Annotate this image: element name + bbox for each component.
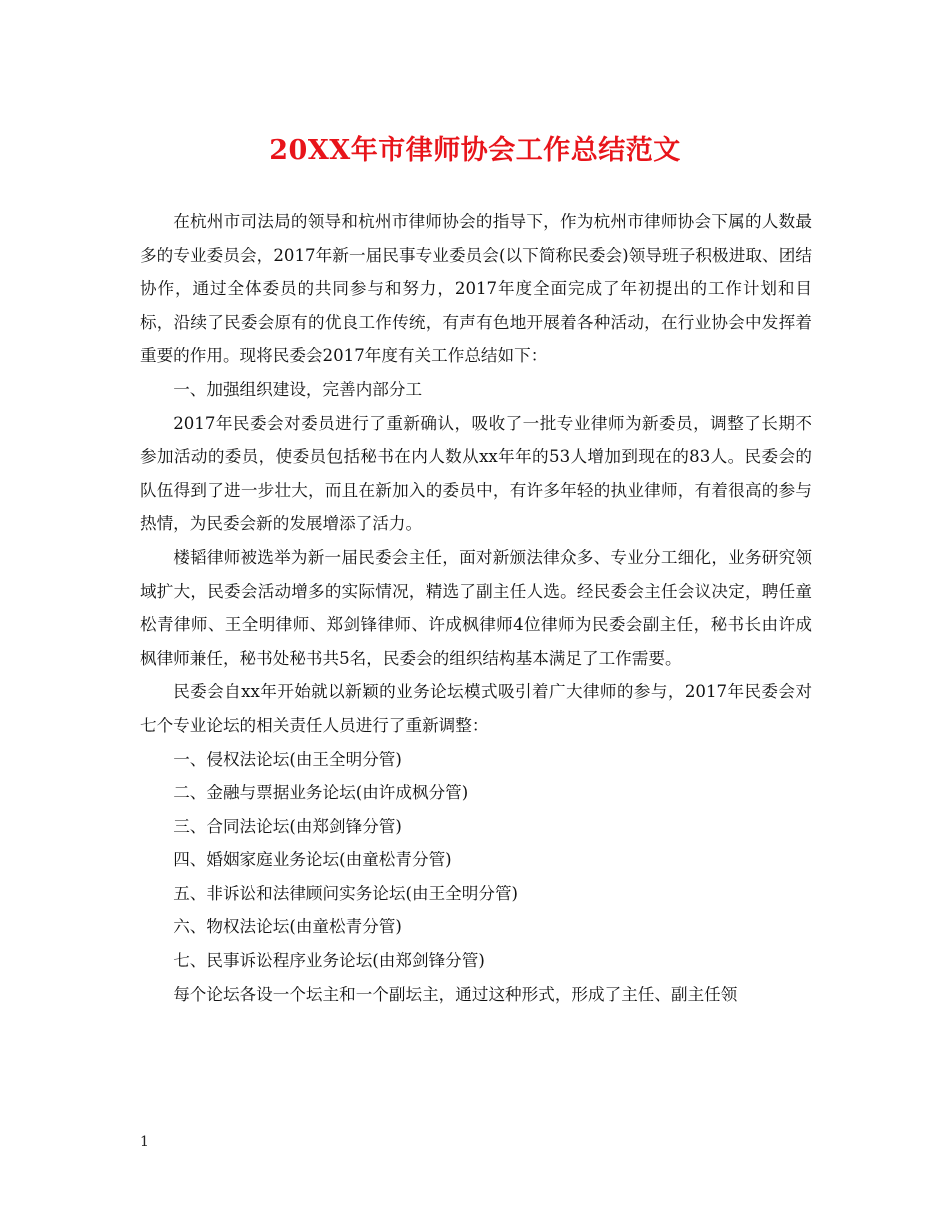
intro-paragraph: 在杭州市司法局的领导和杭州市律师协会的指导下，作为杭州市律师协会下属的人数最多的专业委员会，2017年新一届民事专业委员会(以下简称民委会)领导班子积极进取、团结协作，通过全体委员的共同参与和努力，2017年度全面完成了年初提出的工作计划和目标，沿续了民委会原有的优良工作传统，有声有色地开展着各种活动，在行业协会中发挥着重要的作用。现将民委会2017年度有关工作总结如下： (140, 212, 812, 366)
page-title: 20XX年市律师协会工作总结范文 (269, 135, 681, 166)
forum-list-item: 一、侵权法论坛(由王全明分管) (173, 749, 402, 769)
forum-list-item: 五、非诉讼和法律顾问实务论坛(由王全明分管) (173, 883, 519, 903)
forum-list-item: 七、民事诉讼程序业务论坛(由郑剑锋分管) (173, 951, 485, 971)
leadership-paragraph: 楼韬律师被选举为新一届民委会主任，面对新颁法律众多、专业分工细化，业务研究领域扩大，民委会活动增多的实际情况，精选了副主任人选。经民委会主任会议决定，聘任童松青律师、王全明律师、郑剑锋律师、许成枫律师4位律师为民委会副主任，秘书长由许成枫律师兼任，秘书处秘书共5名，民委会的组织结构基本满足了工作需要。 (140, 547, 812, 668)
forum-list-item: 六、物权法论坛(由童松青分管) (173, 917, 402, 937)
forum-list-item: 三、合同法论坛(由郑剑锋分管) (173, 816, 402, 836)
members-paragraph: 2017年民委会对委员进行了重新确认，吸收了一批专业律师为新委员，调整了长期不参加活动的委员，使委员包括秘书在内人数从xx年年的53人增加到现在的83人。民委会的队伍得到了进一步壮大，而且在新加入的委员中，有许多年轻的执业律师，有着很高的参与热情，为民委会新的发展增添了活力。 (140, 413, 812, 534)
section-heading: 一、加强组织建设，完善内部分工 (173, 379, 423, 399)
page-number: 1 (140, 1134, 149, 1150)
document-body (140, 205, 812, 1011)
closing-paragraph: 每个论坛各设一个坛主和一个副坛主，通过这种形式，形成了主任、副主任领 (173, 984, 738, 1004)
forum-intro-paragraph: 民委会自xx年开始就以新颖的业务论坛模式吸引着广大律师的参与，2017年民委会对七个专业论坛的相关责任人员进行了重新调整： (140, 682, 812, 735)
forum-list-item: 四、婚姻家庭业务论坛(由童松青分管) (173, 850, 452, 870)
forum-list-item: 二、金融与票据业务论坛(由许成枫分管) (173, 783, 469, 803)
